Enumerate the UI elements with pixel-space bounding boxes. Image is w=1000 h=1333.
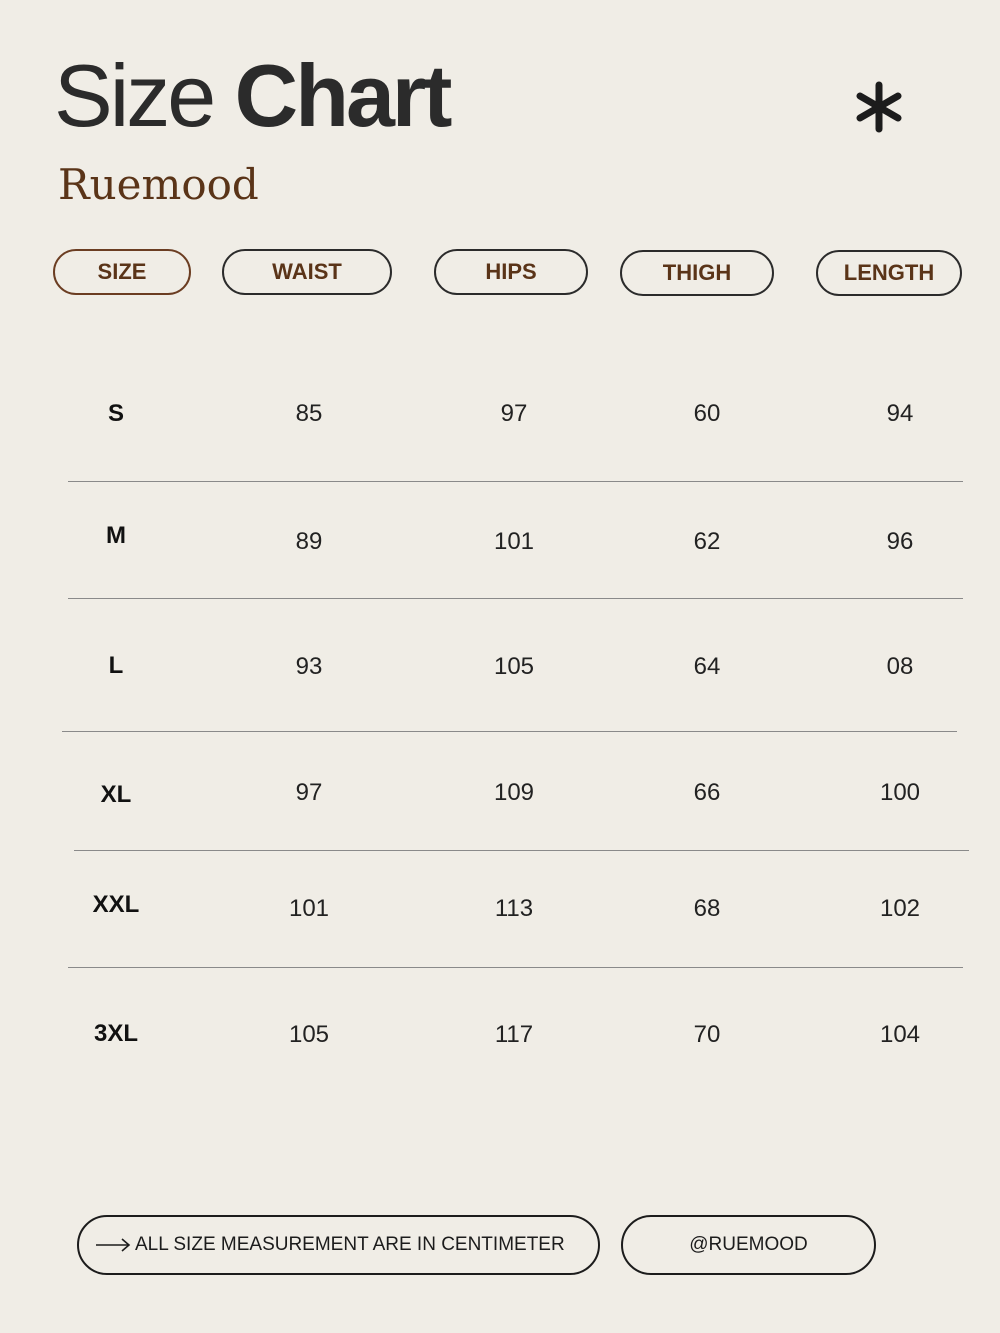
header-thigh: THIGH (620, 250, 774, 296)
row-length-value: 100 (879, 779, 921, 806)
row-length-value: 104 (879, 1021, 921, 1048)
row-hips-value: 113 (494, 895, 534, 922)
row-length-value: 94 (886, 400, 914, 427)
row-hips-value: 105 (493, 653, 535, 680)
row-thigh-value: 66 (693, 779, 721, 806)
row-size-label: 3XL (93, 1020, 138, 1047)
row-size-label: M (106, 522, 126, 549)
row-thigh-value: 60 (693, 400, 721, 427)
header-length: LENGTH (816, 250, 962, 296)
row-waist-value: 97 (295, 779, 323, 806)
row-hips-value: 101 (493, 528, 535, 555)
row-size-label: XXL (92, 891, 140, 918)
row-hips-value: 117 (494, 1021, 534, 1048)
row-waist-value: 105 (288, 1021, 330, 1048)
title-light: Size (54, 46, 214, 145)
row-waist-value: 85 (295, 400, 323, 427)
table-row (0, 394, 1000, 434)
asterisk-icon (852, 80, 906, 134)
social-handle (621, 1215, 876, 1275)
table-row (0, 1015, 1000, 1055)
row-length-value: 96 (886, 528, 914, 555)
row-length-value: 08 (886, 653, 914, 680)
row-waist-value: 89 (295, 528, 323, 555)
row-divider (62, 731, 957, 732)
row-divider (68, 481, 963, 482)
row-length-value: 102 (879, 895, 921, 922)
row-thigh-value: 64 (693, 653, 721, 680)
table-row (0, 889, 1000, 929)
social-handle-text: @RUEMOOD (689, 1234, 808, 1255)
row-waist-value: 93 (295, 653, 323, 680)
row-hips-value: 109 (493, 779, 535, 806)
page-title (54, 46, 450, 145)
row-divider (68, 598, 963, 599)
table-row (0, 773, 1000, 813)
header-hips: HIPS (434, 249, 588, 295)
row-divider (68, 967, 963, 968)
arrow-right-icon (95, 1238, 131, 1252)
row-size-label: XL (100, 781, 132, 808)
table-row (0, 518, 1000, 558)
row-thigh-value: 70 (693, 1021, 721, 1048)
table-row (0, 646, 1000, 686)
row-size-label: S (107, 400, 124, 427)
title-bold: Chart (234, 46, 450, 145)
row-thigh-value: 62 (693, 528, 721, 555)
row-size-label: L (108, 652, 124, 679)
row-waist-value: 101 (288, 895, 330, 922)
header-size: SIZE (53, 249, 191, 295)
row-thigh-value: 68 (693, 895, 721, 922)
brand-name: Ruemood (58, 160, 259, 209)
measurement-note (77, 1215, 600, 1275)
row-divider (74, 850, 969, 851)
measurement-note-text: ALL SIZE MEASUREMENT ARE IN CENTIMETER (135, 1234, 565, 1255)
row-hips-value: 97 (500, 400, 528, 427)
header-waist: WAIST (222, 249, 392, 295)
